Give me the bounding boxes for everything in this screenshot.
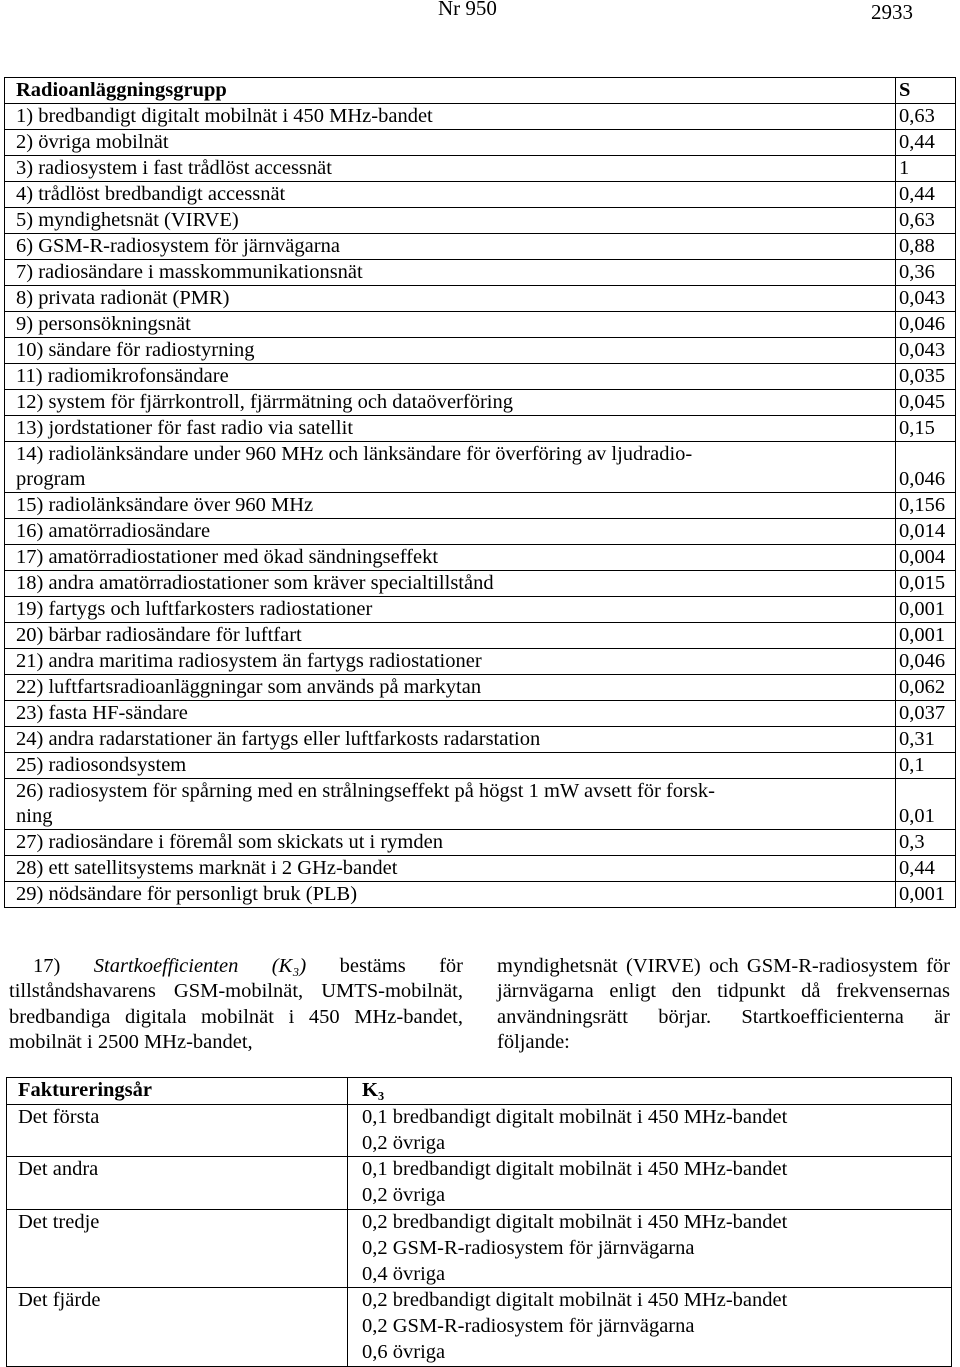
table-row xyxy=(5,364,956,390)
table-row xyxy=(5,416,956,442)
row-label: 27) radiosändare i föremål som skickats ut i rymden xyxy=(5,830,896,856)
row-value: 0,004 xyxy=(896,545,956,571)
row-value: 0,44 xyxy=(896,856,956,882)
paragraph-number: 17) xyxy=(33,955,61,977)
table-row xyxy=(5,856,956,882)
table-row xyxy=(5,597,956,623)
table-row xyxy=(5,442,956,493)
row-label: 3) radiosystem i fast trådlöst accessnät xyxy=(5,156,896,182)
coefficient-line: 0,2 GSM-R-radiosystem för järnvägarna xyxy=(362,1236,695,1259)
table-row xyxy=(7,1288,952,1366)
row-label: 4) trådlöst bredbandigt accessnät xyxy=(5,182,896,208)
table-row xyxy=(5,545,956,571)
row-value: 0,44 xyxy=(896,130,956,156)
table-row xyxy=(5,753,956,779)
coefficient-line: 0,4 övriga xyxy=(362,1262,446,1285)
row-label xyxy=(5,442,896,493)
row-label: 9) personsökningsnät xyxy=(5,312,896,338)
table-row xyxy=(5,156,956,182)
table-header-row xyxy=(5,78,956,104)
table-row xyxy=(5,104,956,130)
table-row xyxy=(5,130,956,156)
table-row xyxy=(7,1104,952,1157)
table-row xyxy=(5,701,956,727)
row-label: 20) bärbar radiosändare för luftfart xyxy=(5,623,896,649)
table-row xyxy=(5,182,956,208)
row-value: 0,043 xyxy=(896,338,956,364)
row-value: 0,156 xyxy=(896,493,956,519)
row-value: 0,035 xyxy=(896,364,956,390)
start-coefficient-table xyxy=(6,1077,952,1367)
row-label: 19) fartygs och luftfarkosters radiostationer xyxy=(5,597,896,623)
page-header-left: Nr 950 xyxy=(438,0,497,20)
row-value: 0,046 xyxy=(896,442,956,493)
row-value: 0,63 xyxy=(896,104,956,130)
table-row xyxy=(5,519,956,545)
row-value: 0,037 xyxy=(896,701,956,727)
paragraph-left-text: bestäms för tillståndshavarens GSM-mobilnät, UMTS-mobilnät, bredbandiga digitala mobilnät i 450 MHz-bandet, mobilnät i 2500 MHz-bandet, xyxy=(9,955,464,1054)
table-row xyxy=(5,882,956,908)
row-label: 15) radiolänksändare över 960 MHz xyxy=(5,493,896,519)
row-label: 17) amatörradiostationer med ökad sändningseffekt xyxy=(5,545,896,571)
row-value: 0,3 xyxy=(896,830,956,856)
row-label: 2) övriga mobilnät xyxy=(5,130,896,156)
table-row xyxy=(5,234,956,260)
radio-group-table xyxy=(4,77,956,908)
table-row xyxy=(5,390,956,416)
row-value: 0,1 xyxy=(896,753,956,779)
row-label: 18) andra amatörradiostationer som kräver specialtillstånd xyxy=(5,571,896,597)
table-row xyxy=(5,623,956,649)
row-value: 0,046 xyxy=(896,312,956,338)
row-label: 10) sändare för radiostyrning xyxy=(5,338,896,364)
row-label: 25) radiosondsystem xyxy=(5,753,896,779)
column-header-s: S xyxy=(896,78,956,104)
table-row xyxy=(5,312,956,338)
table-row xyxy=(5,649,956,675)
billing-year: Det fjärde xyxy=(7,1288,348,1366)
row-value: 0,062 xyxy=(896,675,956,701)
coefficient-line: 0,2 bredbandigt digitalt mobilnät i 450 MHz-bandet xyxy=(362,1210,788,1233)
row-value: 0,44 xyxy=(896,182,956,208)
coefficient-cell xyxy=(348,1288,952,1366)
coefficient-line: 0,6 övriga xyxy=(362,1340,446,1363)
row-label: 21) andra maritima radiosystem än fartygs radiostationer xyxy=(5,649,896,675)
coefficient-line: 0,1 bredbandigt digitalt mobilnät i 450 MHz-bandet xyxy=(362,1158,788,1181)
row-label: 22) luftfartsradioanläggningar som används på markytan xyxy=(5,675,896,701)
table-row xyxy=(5,493,956,519)
row-value: 0,001 xyxy=(896,597,956,623)
row-label-line: program xyxy=(16,468,86,490)
column-header-k3: K₃ xyxy=(348,1078,952,1105)
row-value: 0,88 xyxy=(896,234,956,260)
table-row xyxy=(7,1157,952,1210)
row-label: 23) fasta HF-sändare xyxy=(5,701,896,727)
row-label: 12) system för fjärrkontroll, fjärrmätning och dataöverföring xyxy=(5,390,896,416)
row-value: 0,045 xyxy=(896,390,956,416)
coefficient-line: 0,1 bredbandigt digitalt mobilnät i 450 MHz-bandet xyxy=(362,1105,788,1128)
table-row xyxy=(5,260,956,286)
row-label-line: 14) radiolänksändare under 960 MHz och länksändare för överföring av ljudradio- xyxy=(16,443,693,465)
row-label: 29) nödsändare för personligt bruk (PLB) xyxy=(5,882,896,908)
table-row xyxy=(7,1209,952,1287)
coefficient-cell xyxy=(348,1104,952,1157)
row-value: 1 xyxy=(896,156,956,182)
row-value: 0,001 xyxy=(896,623,956,649)
column-header-year: Faktureringsår xyxy=(7,1078,348,1105)
paragraph-right-column: myndighetsnät (VIRVE) och GSM-R-radiosystem för järnvägarna enligt den tidpunkt då frekvensernas användningsrätt börjar. Startkoefficienterna är följande: xyxy=(497,955,950,1054)
table-row xyxy=(5,208,956,234)
table-row xyxy=(5,338,956,364)
row-label: 11) radiomikrofonsändare xyxy=(5,364,896,390)
coefficient-cell xyxy=(348,1209,952,1287)
row-value: 0,046 xyxy=(896,649,956,675)
row-value: 0,001 xyxy=(896,882,956,908)
coefficient-line: 0,2 övriga xyxy=(362,1184,446,1207)
table-row xyxy=(5,675,956,701)
coefficient-line: 0,2 GSM-R-radiosystem för järnvägarna xyxy=(362,1315,695,1338)
table-row xyxy=(5,830,956,856)
coefficient-cell xyxy=(348,1157,952,1210)
row-value: 0,36 xyxy=(896,260,956,286)
row-value: 0,63 xyxy=(896,208,956,234)
billing-year: Det första xyxy=(7,1104,348,1157)
row-label-line: 26) radiosystem för spårning med en strålningseffekt på högst 1 mW avsett för forsk- xyxy=(16,780,715,802)
row-value: 0,015 xyxy=(896,571,956,597)
row-value: 0,014 xyxy=(896,519,956,545)
row-label: 1) bredbandigt digitalt mobilnät i 450 MHz-bandet xyxy=(5,104,896,130)
billing-year: Det tredje xyxy=(7,1209,348,1287)
table-row xyxy=(5,727,956,753)
table-row xyxy=(5,286,956,312)
row-value: 0,01 xyxy=(896,779,956,830)
coefficient-line: 0,2 övriga xyxy=(362,1131,446,1154)
column-header-group: Radioanläggningsgrupp xyxy=(5,78,896,104)
table-row xyxy=(5,779,956,830)
row-label xyxy=(5,779,896,830)
table-row xyxy=(5,571,956,597)
coefficient-line: 0,2 bredbandigt digitalt mobilnät i 450 MHz-bandet xyxy=(362,1289,788,1312)
row-value: 0,15 xyxy=(896,416,956,442)
paragraph-term: Startkoefficienten (K₃) xyxy=(93,955,307,977)
row-label: 28) ett satellitsystems marknät i 2 GHz-bandet xyxy=(5,856,896,882)
row-label: 16) amatörradiosändare xyxy=(5,519,896,545)
row-label: 5) myndighetsnät (VIRVE) xyxy=(5,208,896,234)
row-label-line: ning xyxy=(16,805,53,827)
table-header-row xyxy=(7,1078,952,1105)
paragraph-left-column xyxy=(9,954,463,1056)
row-value: 0,31 xyxy=(896,727,956,753)
page-number: 2933 xyxy=(871,0,913,24)
billing-year: Det andra xyxy=(7,1157,348,1210)
row-label: 13) jordstationer för fast radio via satellit xyxy=(5,416,896,442)
row-label: 8) privata radionät (PMR) xyxy=(5,286,896,312)
row-label: 24) andra radarstationer än fartygs eller luftfarkosts radarstation xyxy=(5,727,896,753)
row-label: 6) GSM-R-radiosystem för järnvägarna xyxy=(5,234,896,260)
row-value: 0,043 xyxy=(896,286,956,312)
row-label: 7) radiosändare i masskommunikationsnät xyxy=(5,260,896,286)
